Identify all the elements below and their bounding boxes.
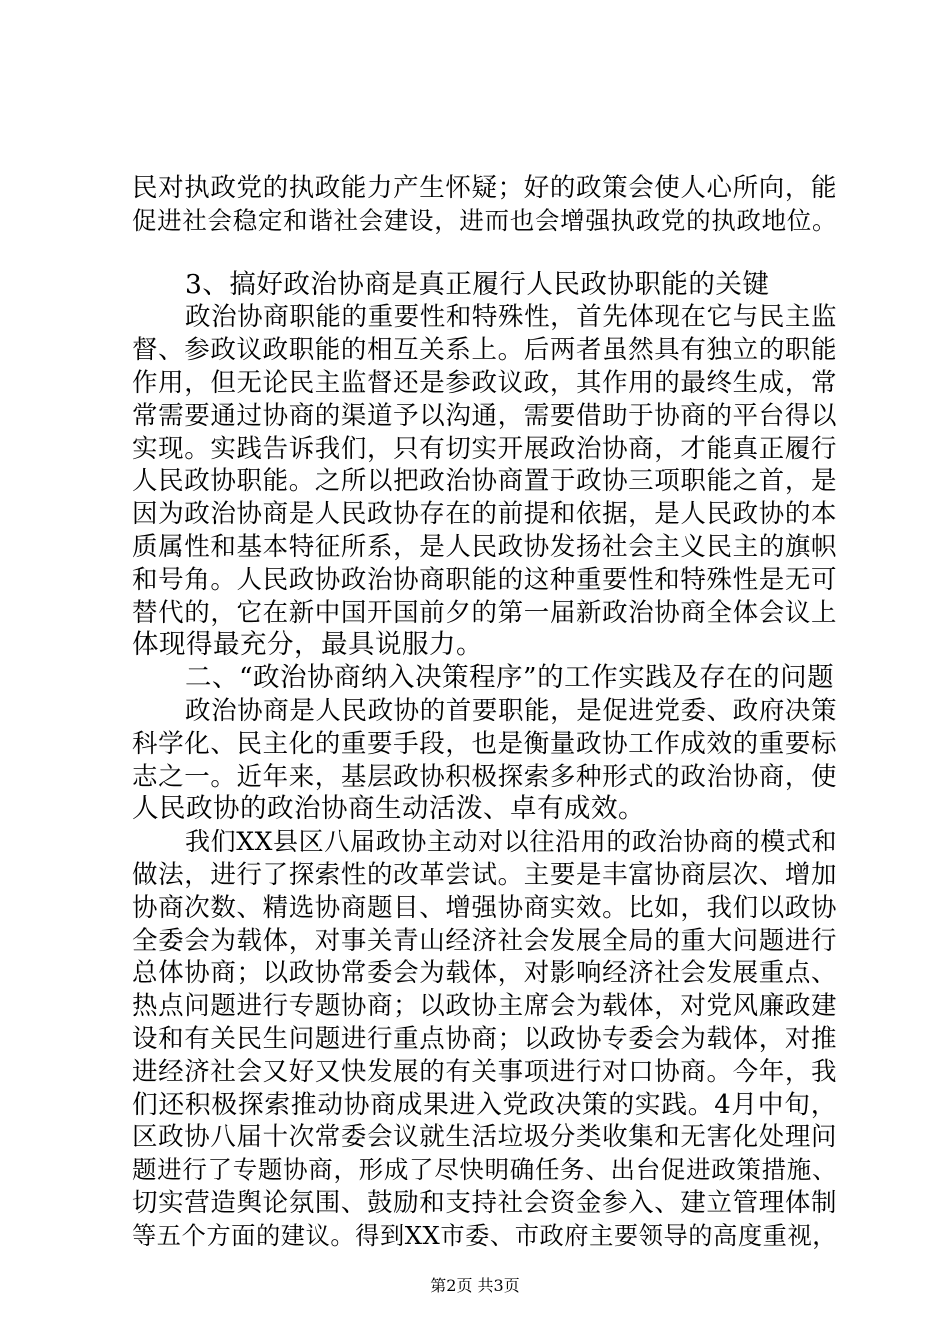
body-line: 体现得最充分，最具说服力。 [132,629,483,661]
body-line: 督、参政议政职能的相互关系上。后两者虽然具有独立的职能 [132,335,837,366]
body-line: 协商次数、精选协商题目、增强协商实效。比如，我们以政协 [132,892,837,923]
body-line: 等五个方面的建议。得到XX市委、市政府主要领导的高度重视， [132,1220,837,1250]
body-line: 区政协八届十次常委会议就生活垃圾分类收集和无害化处理问 [132,1122,837,1153]
section-heading: 3、搞好政治协商是真正履行人民政协职能的关键 [185,268,770,300]
body-line: 题进行了专题协商，形成了尽快明确任务、出台促进政策措施、 [132,1155,837,1185]
body-line: 科学化、民主化的重要手段，也是衡量政协工作成效的重要标 [132,728,837,759]
body-line: 民对执政党的执政能力产生怀疑；好的政策会使人心所向，能 [132,173,837,203]
body-line: 人民政协职能。之所以把政治协商置于政协三项职能之首，是 [132,466,837,497]
body-line: 设和有关民生问题进行重点协商；以政协专委会为载体，对推 [132,1023,837,1054]
body-line: 做法，进行了探索性的改革尝试。主要是丰富协商层次、增加 [132,859,837,890]
body-line: 常需要通过协商的渠道予以沟通，需要借助于协商的平台得以 [132,400,837,431]
body-line: 人民政协的政治协商生动活泼、卓有成效。 [132,793,645,825]
page-number-footer: 第2页 共3页 [430,1276,520,1295]
body-line: 作用，但无论民主监督还是参政议政，其作用的最终生成，常 [132,367,837,398]
body-line: 志之一。近年来，基层政协积极探索多种形式的政治协商，使 [132,761,837,792]
body-line: 政治协商是人民政协的首要职能，是促进党委、政府决策 [185,695,837,726]
body-line: 热点问题进行专题协商；以政协主席会为载体，对党风廉政建 [132,991,837,1022]
body-line: 们还积极探索推动协商成果进入党政决策的实践。4月中旬， [132,1089,837,1120]
body-line: 政治协商职能的重要性和特殊性，首先体现在它与民主监 [185,302,837,333]
body-line: 我们XX县区八届政协主动对以往沿用的政治协商的模式和 [185,827,837,857]
document-body [132,172,837,1253]
body-line: 总体协商；以政协常委会为载体，对影响经济社会发展重点、 [132,958,837,989]
body-line: 促进社会稳定和谐社会建设，进而也会增强执政党的执政地位。 [132,205,837,235]
body-line: 质属性和基本特征所系，是人民政协发扬社会主义民主的旗帜 [132,531,837,562]
body-line: 全委会为载体，对事关青山经济社会发展全局的重大问题进行 [132,925,837,956]
section-heading: 二、“政治协商纳入决策程序”的工作实践及存在的问题 [185,662,835,694]
body-line: 替代的，它在新中国开国前夕的第一届新政治协商全体会议上 [132,597,837,628]
body-line: 和号角。人民政协政治协商职能的这种重要性和特殊性是无可 [132,564,837,595]
body-line: 实现。实践告诉我们，只有切实开展政治协商，才能真正履行 [132,433,837,464]
body-line: 切实营造舆论氛围、鼓励和支持社会资金参入、建立管理体制 [132,1187,837,1218]
paragraph-gap [132,238,837,269]
body-line: 进经济社会又好又快发展的有关事项进行对口协商。今年，我 [132,1056,837,1087]
body-line: 因为政治协商是人民政协存在的前提和依据，是人民政协的本 [132,499,837,530]
